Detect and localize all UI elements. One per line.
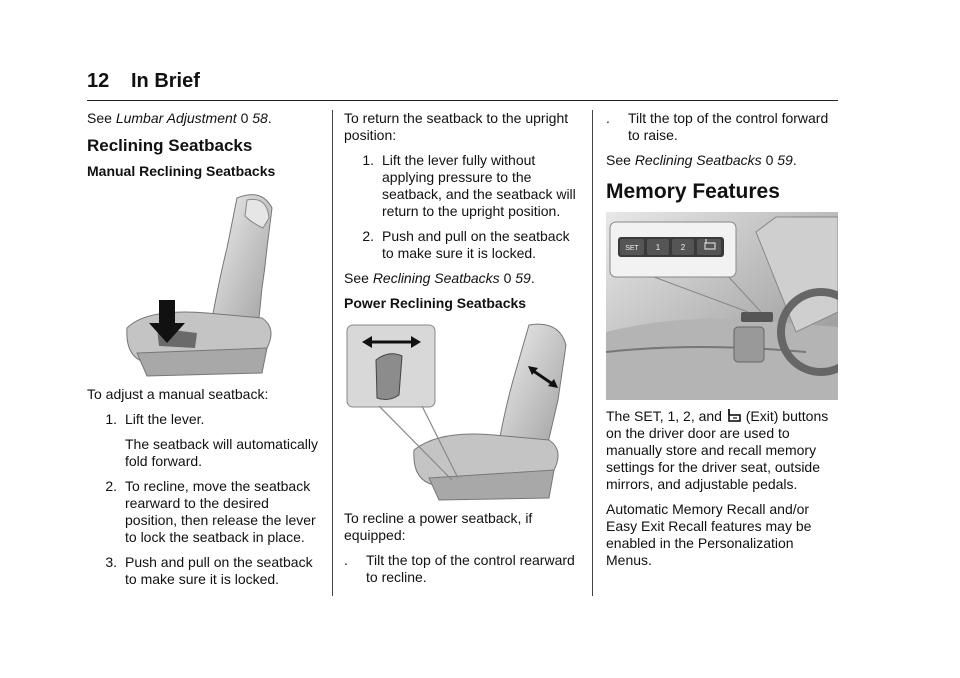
- see-label: See: [87, 110, 112, 126]
- memory-2-label: 2: [680, 243, 686, 252]
- page-number: 12: [87, 70, 110, 92]
- reclining-crossref-2: See Reclining Seatbacks 0 59.: [606, 152, 797, 168]
- reclining-page-2[interactable]: 59: [777, 152, 793, 168]
- column-2: [344, 110, 580, 594]
- heading-manual-reclining: Manual Reclining Seatbacks: [87, 163, 276, 179]
- reclining-link-2[interactable]: Reclining Seatbacks: [634, 152, 762, 168]
- manual-intro: To adjust a manual seatback:: [87, 386, 269, 402]
- reclining-page[interactable]: 59: [515, 270, 531, 286]
- column-1: [87, 110, 323, 596]
- lumbar-link[interactable]: Lumbar Adjustment: [115, 110, 237, 126]
- power-bullet-1: . Tilt the top of the control rearward to recline.: [344, 552, 575, 585]
- set-button-label: SET: [625, 245, 639, 252]
- memory-1-label: 1: [655, 243, 661, 252]
- manual-step-2: 2. To recline, move the seatback rearward to the desired position, then release the lever to lock the seatback in place.: [105, 478, 316, 545]
- header-rule: [87, 100, 838, 101]
- memory-para-2: Automatic Memory Recall and/or Easy Exit Recall features may be enabled in the Personalization Menus.: [606, 501, 812, 568]
- memory-para-1: The SET, 1, 2, and (Exit) buttons on the driver door are used to manually store and recall memory settings for the driver seat, outside mirrors, and adjustable pedals.: [606, 408, 829, 492]
- column-divider-1: [332, 110, 333, 596]
- exit-seat-icon: [726, 408, 742, 423]
- reclining-link[interactable]: Reclining Seatbacks: [372, 270, 500, 286]
- manual-step-3: 3. Push and pull on the seatback to make sure it is locked.: [105, 554, 313, 587]
- heading-reclining-seatbacks: Reclining Seatbacks: [87, 136, 253, 155]
- reclining-crossref: See Reclining Seatbacks 0 59.: [344, 270, 535, 286]
- heading-power-reclining: Power Reclining Seatbacks: [344, 295, 527, 311]
- column-3: [606, 110, 840, 577]
- manual-step-1: 1. Lift the lever.: [105, 411, 205, 427]
- manual-seat-illustration: [87, 188, 323, 378]
- page-ref-arrow: 0: [765, 152, 774, 168]
- chapter-title: In Brief: [131, 70, 200, 92]
- page-ref-arrow: 0: [503, 270, 512, 286]
- lumbar-page[interactable]: 58: [252, 110, 268, 126]
- page-header: [87, 70, 200, 93]
- power-intro: To recline a power seatback, if equipped:: [344, 510, 533, 543]
- upright-step-2: 2. Push and pull on the seatback to make sure it is locked.: [362, 228, 570, 261]
- power-bullet-2: . Tilt the top of the control forward to raise.: [606, 110, 829, 143]
- memory-buttons-illustration: [606, 212, 838, 400]
- upright-intro: To return the seatback to the upright position:: [344, 110, 569, 143]
- column-divider-2: [592, 110, 593, 596]
- manual-step-1-note: The seatback will automatically fold forward.: [125, 436, 318, 469]
- power-seat-illustration: [344, 320, 580, 502]
- heading-memory-features: Memory Features: [606, 180, 780, 203]
- lumbar-crossref: See Lumbar Adjustment 0 58.: [87, 110, 272, 126]
- page-ref-arrow: 0: [240, 110, 249, 126]
- upright-step-1: 1. Lift the lever fully without applying pressure to the seatback, and the seatback will return to the upright position.: [362, 152, 576, 219]
